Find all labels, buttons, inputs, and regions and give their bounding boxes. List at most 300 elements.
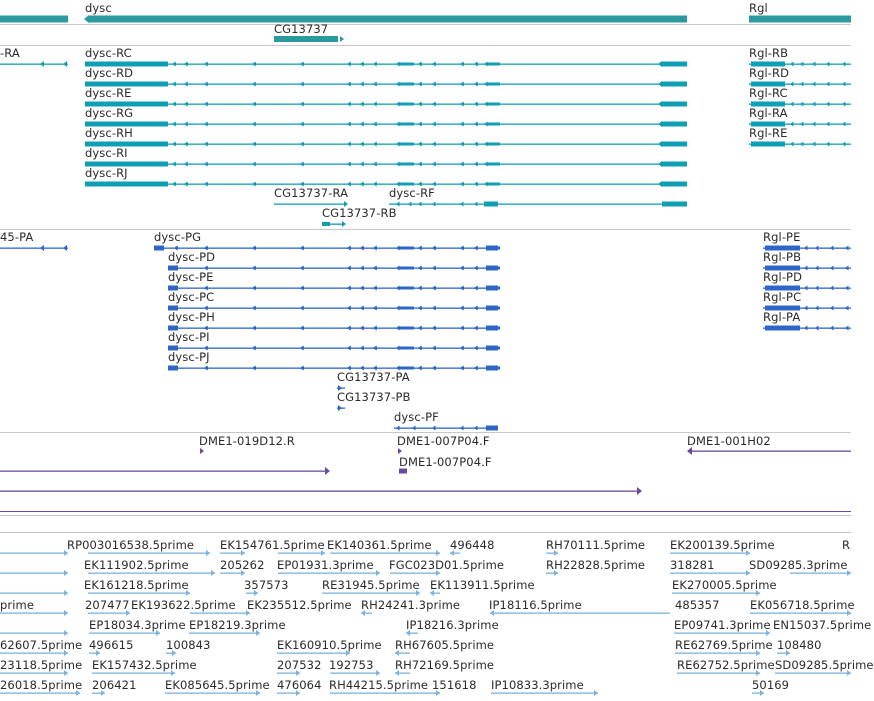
exon-block <box>476 287 478 290</box>
transcript-label[interactable]: CG13737-RB <box>322 206 397 220</box>
strand-arrow <box>790 62 794 67</box>
exon-block <box>254 183 256 186</box>
exon-block <box>420 267 422 270</box>
exon-block <box>375 347 377 350</box>
est-label[interactable]: 206421 <box>92 678 137 692</box>
est-label[interactable]: RH24241.3prime <box>361 598 461 612</box>
strand-arrow <box>376 670 380 676</box>
strand-arrow <box>658 61 662 67</box>
exon-block <box>254 367 256 370</box>
est-label[interactable]: SD09285.3prime <box>749 558 848 572</box>
strand-arrow <box>460 202 464 207</box>
exon-block <box>362 103 364 106</box>
strand-arrow <box>325 467 330 475</box>
exon-block <box>349 83 351 86</box>
protein-label[interactable]: dysc-PJ <box>168 350 210 364</box>
protein-label[interactable]: dysc-PC <box>168 290 215 304</box>
exon-block <box>254 103 256 106</box>
strand-arrow <box>815 306 819 311</box>
exon-block <box>302 367 304 370</box>
exon-block <box>186 143 188 146</box>
strand-arrow <box>812 82 816 87</box>
strand-arrow <box>826 82 830 87</box>
transcript-label[interactable]: Rgl-RD <box>749 66 790 80</box>
exon-block <box>302 247 304 250</box>
exon-block <box>302 267 304 270</box>
strand-arrow <box>804 286 808 291</box>
exon-block <box>349 327 351 330</box>
exon-block <box>484 202 498 207</box>
protein-label[interactable]: dysc-PD <box>168 250 216 264</box>
exon-block <box>420 247 422 250</box>
exon-block <box>322 222 330 226</box>
est-line <box>278 573 380 574</box>
exon-block <box>476 103 478 106</box>
exon-block <box>302 63 304 66</box>
exon-block <box>476 247 478 250</box>
exon-block <box>186 83 188 86</box>
protein-label[interactable]: CG13737-PA <box>337 370 410 384</box>
est-label[interactable]: EK085645.5prime <box>165 678 270 692</box>
strand-arrow <box>842 102 846 107</box>
transcript-label[interactable]: dysc-RH <box>85 126 133 140</box>
exon-block <box>375 103 377 106</box>
exon-block <box>462 347 464 350</box>
protein-label[interactable]: Rgl-PB <box>763 250 802 264</box>
est-label[interactable]: 62607.5prime <box>0 638 83 652</box>
exon-block <box>420 327 422 330</box>
est-line <box>277 653 350 654</box>
strand-arrow <box>658 101 662 107</box>
exon-block <box>486 366 498 371</box>
strand-arrow <box>845 246 849 251</box>
protein-label[interactable]: dysc-PE <box>168 270 214 284</box>
exon-block <box>486 63 500 66</box>
exon-block <box>302 143 304 146</box>
est-label[interactable]: EP18219.3prime <box>189 618 286 632</box>
exon-block <box>186 163 188 166</box>
transcript-label[interactable]: dysc-RJ <box>85 166 128 180</box>
est-line <box>775 673 851 674</box>
exon-block <box>362 63 364 66</box>
feature-line <box>690 451 851 452</box>
exon-block <box>375 183 377 186</box>
est-line <box>0 613 68 614</box>
exon-block <box>375 327 377 330</box>
exon-block <box>254 307 256 310</box>
exon-block <box>420 367 422 370</box>
exon-block <box>462 247 464 250</box>
protein-label[interactable]: dysc-PI <box>168 330 210 344</box>
exon-block <box>462 183 464 186</box>
est-line <box>0 573 68 574</box>
exon-block <box>349 183 351 186</box>
exon-block <box>206 63 208 66</box>
clone-label[interactable]: DME1-007P04.F <box>399 455 492 469</box>
est-label[interactable]: IP18116.5prime <box>489 598 582 612</box>
strand-arrow <box>658 121 662 127</box>
est-label[interactable]: EP09741.3prime <box>674 618 771 632</box>
est-label[interactable]: RH22828.5prime <box>546 558 646 572</box>
strand-arrow <box>830 286 834 291</box>
gene-label[interactable]: CG13737 <box>274 22 329 36</box>
exon-block <box>349 143 351 146</box>
strand-arrow <box>804 246 808 251</box>
est-label[interactable]: prime <box>0 598 35 612</box>
est-label[interactable]: EK161218.5prime <box>84 578 189 592</box>
exon-block <box>434 143 436 146</box>
exon-block <box>476 307 478 310</box>
exon-block <box>434 103 436 106</box>
exon-block <box>302 307 304 310</box>
strand-arrow <box>687 447 692 455</box>
est-label[interactable]: 26018.5prime <box>0 678 83 692</box>
exon-block <box>375 163 377 166</box>
transcript-label[interactable]: Rgl-RE <box>749 126 788 140</box>
exon-block <box>398 163 414 166</box>
transcript-label[interactable]: Rgl-RA <box>749 106 788 120</box>
strand-arrow <box>376 570 380 576</box>
est-line <box>0 593 68 594</box>
exon-block <box>254 247 256 250</box>
transcript-label[interactable]: dysc-RG <box>85 106 134 120</box>
est-label[interactable]: 496615 <box>89 638 134 652</box>
est-label[interactable]: EK111902.5prime <box>84 558 189 572</box>
protein-label[interactable]: Rgl-PE <box>763 230 801 244</box>
exon-block <box>174 83 176 86</box>
protein-label[interactable]: 45-PA <box>0 230 34 244</box>
exon-block <box>420 163 422 166</box>
exon-block <box>254 347 256 350</box>
est-label[interactable]: RH67605.5prime <box>395 638 495 652</box>
exon-block <box>486 306 498 311</box>
protein-label[interactable]: Rgl-PA <box>763 310 801 324</box>
strand-arrow <box>474 202 478 207</box>
est-line <box>490 613 670 614</box>
strand-arrow <box>826 102 830 107</box>
exon-block <box>362 247 364 250</box>
exon-block <box>662 182 687 187</box>
strand-arrow <box>396 426 400 431</box>
exon-block <box>375 247 377 250</box>
exon-block <box>398 327 414 330</box>
exon-block <box>462 163 464 166</box>
est-label[interactable]: EK154761.5prime <box>220 538 325 552</box>
exon-block <box>254 63 256 66</box>
est-label[interactable]: IP10833.3prime <box>491 678 584 692</box>
est-label[interactable]: EK193622.5prime <box>131 598 236 612</box>
est-line <box>92 673 175 674</box>
est-label[interactable]: 357573 <box>244 578 289 592</box>
est-label[interactable]: 476064 <box>277 678 322 692</box>
exon-block <box>420 287 422 290</box>
exon-block <box>362 143 364 146</box>
est-label[interactable]: RE62752.5prime <box>677 658 775 672</box>
est-line <box>674 633 770 634</box>
exon-block <box>476 367 478 370</box>
est-line <box>0 673 68 674</box>
strand-arrow <box>206 550 210 556</box>
est-label[interactable]: RH72169.5prime <box>395 658 495 672</box>
transcript-label[interactable]: dysc-RF <box>389 186 435 200</box>
gene-label[interactable]: Rgl <box>749 1 768 15</box>
protein-label[interactable]: Rgl-PD <box>763 270 803 284</box>
est-line <box>0 653 68 654</box>
exon-block <box>254 83 256 86</box>
est-label[interactable]: EK200139.5prime <box>670 538 775 552</box>
strand-arrow <box>800 142 804 147</box>
strand-arrow <box>826 62 830 67</box>
exon-block <box>349 123 351 126</box>
exon-block <box>254 327 256 330</box>
exon-block <box>662 62 687 67</box>
exon-block <box>486 103 500 106</box>
exon-block <box>206 183 208 186</box>
gene-bar <box>88 16 687 23</box>
exon-block <box>206 123 208 126</box>
est-label[interactable]: 485357 <box>675 598 720 612</box>
strand-arrow <box>412 426 416 431</box>
exon-block <box>476 183 478 186</box>
feature-line <box>168 368 498 369</box>
est-label[interactable]: 108480 <box>777 638 822 652</box>
exon-block <box>662 82 687 87</box>
est-label[interactable]: RH44215.5prime <box>329 678 429 692</box>
exon-block <box>176 367 178 370</box>
strand-arrow <box>64 590 68 596</box>
strand-arrow <box>830 266 834 271</box>
exon-block <box>751 142 785 147</box>
strand-arrow <box>800 62 804 67</box>
est-label[interactable]: EK140361.5prime <box>327 538 432 552</box>
clone-label[interactable]: DME1-019D12.R <box>199 434 295 448</box>
exon-block <box>476 143 478 146</box>
strand-arrow <box>842 122 846 127</box>
est-label[interactable]: RP003016538.5prime <box>67 538 195 552</box>
strand-arrow <box>790 82 794 87</box>
clone-label[interactable]: DME1-001H02 <box>687 434 771 448</box>
est-line <box>0 693 80 694</box>
transcript-label[interactable]: dysc-RI <box>85 146 128 160</box>
est-label[interactable]: RE62769.5prime <box>675 638 773 652</box>
exon-block <box>349 267 351 270</box>
gene-label[interactable]: dysc <box>85 1 112 15</box>
exon-block <box>302 327 304 330</box>
est-line <box>89 633 160 634</box>
gene-bar <box>749 16 851 23</box>
exon-block <box>486 286 498 291</box>
feature-line <box>168 328 498 329</box>
exon-block <box>462 63 464 66</box>
exon-block <box>420 123 422 126</box>
est-label[interactable]: 207532 <box>277 658 322 672</box>
clone-label[interactable]: DME1-007P04.F <box>397 434 490 448</box>
transcript-label[interactable]: Rgl-RB <box>749 46 789 60</box>
strand-arrow <box>830 246 834 251</box>
exon-block <box>486 163 500 166</box>
est-line <box>165 693 260 694</box>
strand-arrow <box>658 161 662 167</box>
gene-bar <box>0 16 68 23</box>
strand-arrow <box>842 62 846 67</box>
exon-block <box>349 163 351 166</box>
est-line <box>491 693 598 694</box>
strand-arrow <box>637 487 642 495</box>
est-label[interactable]: EN15037.5prime <box>773 618 872 632</box>
protein-label[interactable]: dysc-PF <box>394 410 439 424</box>
exon-block <box>476 347 478 350</box>
exon-block <box>434 347 436 350</box>
strand-arrow <box>842 82 846 87</box>
strand-arrow <box>812 62 816 67</box>
exon-block <box>362 327 364 330</box>
protein-label[interactable]: dysc-PG <box>154 230 202 244</box>
exon-block <box>154 246 164 251</box>
strand-arrow <box>342 221 346 227</box>
exon-block <box>462 83 464 86</box>
exon-block <box>206 103 208 106</box>
est-label[interactable]: FGC023D01.5prime <box>389 558 505 572</box>
exon-block <box>362 123 364 126</box>
exon-block <box>302 103 304 106</box>
exon-block <box>375 267 377 270</box>
transcript-label[interactable]: -RA <box>0 46 20 60</box>
est-line <box>88 593 190 594</box>
exon-block <box>662 142 687 147</box>
strand-arrow <box>800 102 804 107</box>
exon-block <box>349 287 351 290</box>
est-label[interactable]: EK235512.5prime <box>247 598 352 612</box>
exon-block <box>375 63 377 66</box>
exon-block <box>462 307 464 310</box>
exon-block <box>486 426 498 431</box>
exon-block <box>254 123 256 126</box>
est-label[interactable]: EK113911.5prime <box>430 578 535 592</box>
exon-block <box>662 102 687 107</box>
exon-block <box>302 123 304 126</box>
est-label[interactable]: EP01931.3prime <box>277 558 374 572</box>
est-label[interactable]: 496448 <box>450 538 495 552</box>
est-line <box>677 673 760 674</box>
exon-block <box>375 307 377 310</box>
exon-block <box>420 143 422 146</box>
exon-block <box>362 307 364 310</box>
protein-label[interactable]: dysc-PH <box>168 310 215 324</box>
est-label[interactable]: EK160910.5prime <box>277 638 382 652</box>
transcript-label[interactable]: dysc-RD <box>85 66 134 80</box>
strand-arrow <box>845 266 849 271</box>
est-label[interactable]: EK157432.5prime <box>92 658 197 672</box>
exon-block <box>186 123 188 126</box>
exon-block <box>462 367 464 370</box>
exon-block <box>362 163 364 166</box>
exon-block <box>462 103 464 106</box>
est-label[interactable]: 100843 <box>166 638 211 652</box>
exon-block <box>174 183 176 186</box>
est-line <box>0 633 68 634</box>
transcript-label[interactable]: dysc-RE <box>85 86 132 100</box>
strand-arrow <box>790 122 794 127</box>
est-label[interactable]: EK270005.5prime <box>672 578 777 592</box>
est-label[interactable]: RE31945.5prime <box>322 578 420 592</box>
strand-arrow <box>474 426 478 431</box>
strand-arrow <box>815 266 819 271</box>
strand-arrow <box>658 81 662 87</box>
strand-arrow <box>398 448 402 454</box>
est-label[interactable]: 50169 <box>752 678 790 692</box>
protein-label[interactable]: CG13737-PB <box>337 390 411 404</box>
strand-arrow <box>63 245 67 251</box>
exon-block <box>486 143 500 146</box>
exon-block <box>420 307 422 310</box>
strand-arrow <box>800 122 804 127</box>
est-line <box>330 553 440 554</box>
transcript-label[interactable]: Rgl-RC <box>749 86 788 100</box>
strand-arrow <box>812 122 816 127</box>
exon-block <box>174 163 176 166</box>
transcript-label[interactable]: dysc-RC <box>85 46 132 60</box>
exon-block <box>662 202 687 207</box>
gene-bar <box>274 36 338 42</box>
exon-block <box>434 327 436 330</box>
exon-block <box>254 267 256 270</box>
exon-block <box>476 163 478 166</box>
est-label[interactable]: 192753 <box>329 658 374 672</box>
strand-arrow <box>200 448 204 454</box>
transcript-label[interactable]: CG13737-RA <box>274 186 349 200</box>
exon-block <box>349 103 351 106</box>
exon-block <box>462 327 464 330</box>
est-label[interactable]: EK056718.5prime <box>750 598 855 612</box>
exon-block <box>302 163 304 166</box>
est-line <box>790 573 851 574</box>
exon-block <box>434 63 436 66</box>
exon-block <box>174 123 176 126</box>
est-label[interactable]: 23118.5prime <box>0 658 83 672</box>
est-label[interactable]: 205262 <box>220 558 265 572</box>
exon-block <box>486 346 498 351</box>
exon-block <box>398 287 414 290</box>
est-label[interactable]: 151618 <box>432 678 477 692</box>
strand-arrow <box>594 690 598 696</box>
strand-arrow <box>64 610 68 616</box>
feature-line <box>168 288 498 289</box>
est-label[interactable]: EP18034.3prime <box>89 618 186 632</box>
feature-line <box>168 348 498 349</box>
strand-arrow <box>64 570 68 576</box>
exon-block <box>349 307 351 310</box>
est-label[interactable]: IP18216.3prime <box>406 618 499 632</box>
strand-arrow <box>340 36 344 42</box>
est-label[interactable]: RH70111.5prime <box>546 538 646 552</box>
exon-block <box>206 83 208 86</box>
est-label[interactable]: 318281 <box>670 558 715 572</box>
strand-arrow <box>436 550 440 556</box>
est-label[interactable]: 207477 <box>85 598 130 612</box>
strand-arrow <box>845 306 849 311</box>
strand-arrow <box>804 326 808 331</box>
exon-block <box>486 183 500 186</box>
exon-block <box>206 143 208 146</box>
est-label[interactable]: SD09285.5prime <box>775 658 874 672</box>
feature-line <box>0 471 325 472</box>
protein-label[interactable]: Rgl-PC <box>763 290 802 304</box>
exon-block <box>420 63 422 66</box>
strand-arrow <box>790 142 794 147</box>
exon-block <box>486 83 500 86</box>
exon-block <box>375 123 377 126</box>
est-label[interactable]: R <box>842 538 851 552</box>
